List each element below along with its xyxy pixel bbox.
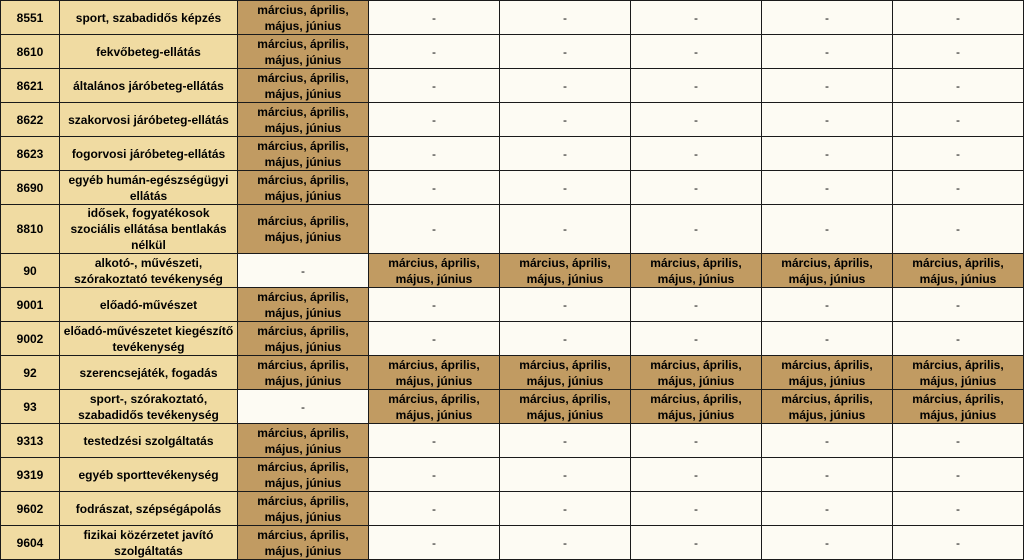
table-row	[1, 288, 1024, 322]
period-cell: -	[500, 288, 631, 322]
period-cell: -	[631, 137, 762, 171]
period-cell: -	[631, 205, 762, 254]
period-cell: március, április, május, június	[893, 356, 1024, 390]
activity-name: sport-, szórakoztató, szabadidős tevékenység	[60, 390, 238, 424]
period-cell: -	[500, 35, 631, 69]
period-cell: -	[500, 103, 631, 137]
activity-code: 9602	[1, 492, 60, 526]
period-cell: -	[762, 171, 893, 205]
period-cell: -	[762, 1, 893, 35]
period-cell: -	[369, 526, 500, 560]
period-cell: -	[369, 1, 500, 35]
period-cell: március, április, május, június	[238, 69, 369, 103]
period-cell: március, április, május, június	[238, 288, 369, 322]
period-cell: március, április, május, június	[238, 458, 369, 492]
activity-code: 8551	[1, 1, 60, 35]
period-cell: -	[762, 458, 893, 492]
period-cell: -	[893, 424, 1024, 458]
period-cell: március, április, május, június	[631, 356, 762, 390]
activity-code: 8621	[1, 69, 60, 103]
period-cell: március, április, május, június	[631, 254, 762, 288]
period-cell: -	[631, 35, 762, 69]
period-cell: március, április, május, június	[762, 356, 893, 390]
period-cell: -	[631, 322, 762, 356]
table-row	[1, 137, 1024, 171]
activity-name: fekvőbeteg-ellátás	[60, 35, 238, 69]
activity-code: 8610	[1, 35, 60, 69]
period-cell: március, április, május, június	[369, 390, 500, 424]
table-row	[1, 171, 1024, 205]
activity-name: egyéb humán-egészségügyi ellátás	[60, 171, 238, 205]
activity-name: szakorvosi járóbeteg-ellátás	[60, 103, 238, 137]
period-cell: március, április, május, június	[762, 254, 893, 288]
table-row	[1, 390, 1024, 424]
period-cell: -	[369, 424, 500, 458]
activity-code: 93	[1, 390, 60, 424]
period-cell: -	[893, 103, 1024, 137]
period-cell: -	[500, 322, 631, 356]
period-cell: március, április, május, június	[893, 390, 1024, 424]
period-cell: -	[893, 69, 1024, 103]
period-cell: -	[500, 424, 631, 458]
period-cell: -	[369, 205, 500, 254]
period-cell: -	[762, 205, 893, 254]
period-cell: -	[238, 390, 369, 424]
table-row	[1, 1, 1024, 35]
period-cell: -	[369, 103, 500, 137]
activity-code: 9604	[1, 526, 60, 560]
period-cell: -	[893, 526, 1024, 560]
period-cell: március, április, május, június	[238, 424, 369, 458]
period-cell: március, április, május, június	[893, 254, 1024, 288]
period-cell: -	[369, 35, 500, 69]
period-cell: -	[893, 1, 1024, 35]
period-cell: -	[500, 1, 631, 35]
period-cell: -	[369, 458, 500, 492]
table-row	[1, 322, 1024, 356]
table-row	[1, 424, 1024, 458]
period-cell: -	[893, 288, 1024, 322]
activity-code: 8690	[1, 171, 60, 205]
activity-code: 92	[1, 356, 60, 390]
period-cell: március, április, május, június	[238, 137, 369, 171]
period-cell: március, április, május, június	[369, 356, 500, 390]
activity-name: alkotó-, művészeti, szórakoztató tevékenység	[60, 254, 238, 288]
activity-name: fizikai közérzetet javító szolgáltatás	[60, 526, 238, 560]
period-cell: -	[762, 492, 893, 526]
activity-code: 8623	[1, 137, 60, 171]
table-row	[1, 205, 1024, 254]
period-cell: -	[893, 458, 1024, 492]
period-cell: március, április, május, június	[238, 322, 369, 356]
period-cell: -	[631, 1, 762, 35]
period-cell: március, április, május, június	[369, 254, 500, 288]
table-row	[1, 458, 1024, 492]
period-cell: március, április, május, június	[238, 205, 369, 254]
activity-name: idősek, fogyatékosok szociális ellátása bentlakás nélkül	[60, 205, 238, 254]
table-row	[1, 103, 1024, 137]
period-cell: március, április, május, június	[238, 1, 369, 35]
table-row	[1, 69, 1024, 103]
period-cell: -	[500, 137, 631, 171]
period-cell: március, április, május, június	[238, 492, 369, 526]
period-cell: -	[631, 526, 762, 560]
period-cell: március, április, május, június	[631, 390, 762, 424]
period-cell: -	[893, 171, 1024, 205]
period-cell: -	[500, 205, 631, 254]
period-cell: -	[893, 35, 1024, 69]
activity-code: 9002	[1, 322, 60, 356]
activity-code: 9313	[1, 424, 60, 458]
period-cell: -	[631, 458, 762, 492]
period-cell: -	[238, 254, 369, 288]
activity-name: testedzési szolgáltatás	[60, 424, 238, 458]
period-cell: -	[631, 171, 762, 205]
period-cell: március, április, május, június	[238, 356, 369, 390]
period-cell: -	[762, 69, 893, 103]
period-cell: március, április, május, június	[238, 526, 369, 560]
period-cell: március, április, május, június	[238, 35, 369, 69]
period-cell: -	[500, 171, 631, 205]
activity-code: 8622	[1, 103, 60, 137]
period-cell: -	[893, 492, 1024, 526]
period-cell: -	[762, 35, 893, 69]
table-row	[1, 492, 1024, 526]
period-cell: -	[631, 492, 762, 526]
period-cell: -	[762, 322, 893, 356]
activity-code: 9319	[1, 458, 60, 492]
period-cell: március, április, május, június	[762, 390, 893, 424]
table-row	[1, 35, 1024, 69]
table-body	[1, 1, 1024, 560]
period-cell: március, április, május, június	[500, 390, 631, 424]
period-cell: -	[500, 458, 631, 492]
period-cell: -	[500, 69, 631, 103]
activity-name: szerencsejáték, fogadás	[60, 356, 238, 390]
table-row	[1, 356, 1024, 390]
period-cell: -	[500, 526, 631, 560]
period-cell: március, április, május, június	[238, 103, 369, 137]
period-cell: -	[762, 424, 893, 458]
activity-name: előadó-művészet	[60, 288, 238, 322]
period-cell: -	[369, 171, 500, 205]
period-cell: -	[893, 205, 1024, 254]
activity-name: fodrászat, szépségápolás	[60, 492, 238, 526]
activity-name: előadó-művészetet kiegészítő tevékenység	[60, 322, 238, 356]
activity-code: 9001	[1, 288, 60, 322]
period-cell: -	[369, 288, 500, 322]
period-cell: -	[893, 137, 1024, 171]
period-cell: -	[369, 137, 500, 171]
activity-code: 8810	[1, 205, 60, 254]
period-cell: -	[762, 137, 893, 171]
period-cell: -	[631, 424, 762, 458]
period-cell: -	[631, 103, 762, 137]
period-cell: március, április, május, június	[238, 171, 369, 205]
period-cell: -	[631, 288, 762, 322]
activity-name: egyéb sporttevékenység	[60, 458, 238, 492]
period-cell: -	[762, 526, 893, 560]
period-cell: -	[762, 103, 893, 137]
period-cell: -	[500, 492, 631, 526]
activity-name: fogorvosi járóbeteg-ellátás	[60, 137, 238, 171]
period-cell: -	[369, 492, 500, 526]
period-cell: március, április, május, június	[500, 254, 631, 288]
activity-name: általános járóbeteg-ellátás	[60, 69, 238, 103]
activity-name: sport, szabadidős képzés	[60, 1, 238, 35]
period-cell: -	[631, 69, 762, 103]
table-row	[1, 526, 1024, 560]
period-cell: március, április, május, június	[500, 356, 631, 390]
period-cell: -	[369, 69, 500, 103]
period-cell: -	[893, 322, 1024, 356]
period-cell: -	[762, 288, 893, 322]
table-row	[1, 254, 1024, 288]
period-cell: -	[369, 322, 500, 356]
activity-code: 90	[1, 254, 60, 288]
